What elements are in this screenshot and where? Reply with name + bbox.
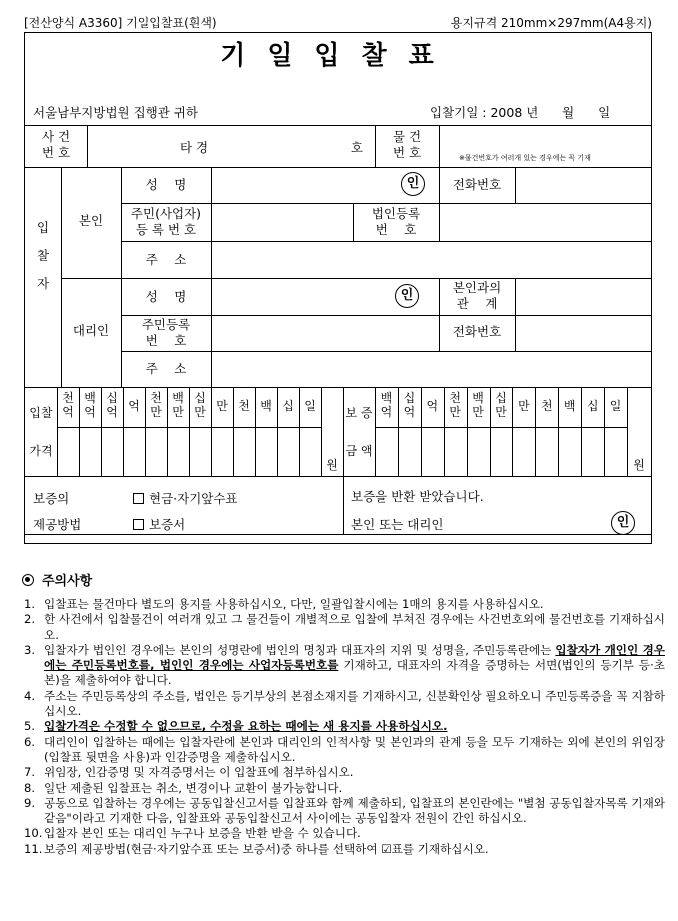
digit-unit-label: 십 (282, 399, 294, 413)
method-guarantee-option[interactable] (133, 515, 185, 533)
paper-size: 용지규격 210mm×297mm(A4용지) (450, 16, 652, 30)
bullet-icon (22, 574, 34, 586)
digit-unit-label: 백 억 (84, 391, 96, 419)
digit-unit-label: 천 (238, 399, 250, 413)
note-text: 공동으로 입찰하는 경우에는 공동입찰신고서를 입찰표와 함께 제출하되, 입찰표의 본인란에는 "별첨 공동입찰자목록 기재와 같음"이라고 기재한 다음, 입찰표와 공동입찰신고서 사이에는 공동입찰자 전원이 간인 하십시오. (44, 795, 665, 826)
agent-phone-label: 전화번호 (452, 324, 502, 339)
digit-input-cell[interactable] (101, 428, 123, 476)
notes-section (20, 570, 665, 857)
note-text: 한 사건에서 입찰물건이 여러개 있고 그 물건들이 개별적으로 입찰에 부쳐진 경우에는 사건번호외에 물건번호를 기재하십시오. (44, 612, 665, 642)
note-item (20, 826, 665, 841)
digit-unit-label: 백 (563, 399, 576, 413)
note-text: 입찰가격은 수정할 수 없으므로, 수정을 요하는 때에는 새 용지를 사용하십시오. (44, 719, 448, 734)
agent-address-label: 주 소 (145, 361, 187, 376)
digit-unit-label: 억 (426, 399, 439, 413)
digit-input-cell[interactable] (123, 428, 145, 476)
digit-input-cell[interactable] (558, 428, 581, 476)
digit-input-cell[interactable] (299, 428, 321, 476)
note-text: 기재하고, 대표자의 자격을 증명하는 서면(법인의 등기부 등·초본)을 제출하여야 합니다. (44, 658, 665, 688)
agent-label: 대리인 (72, 323, 110, 338)
digit-input-cell[interactable] (189, 428, 211, 476)
digit-input-cell[interactable] (490, 428, 513, 476)
digit-input-cell[interactable] (467, 428, 490, 476)
note-number: 4. (24, 688, 36, 703)
note-text: 일단 제출된 입찰표는 취소, 변경이나 교환이 불가능합니다. (44, 780, 343, 795)
note-number: 8. (24, 780, 36, 795)
digit-unit-label: 십 억 (403, 391, 416, 419)
bid-form (24, 32, 652, 544)
digit-unit-label: 십 만 (194, 391, 206, 419)
digit-unit-label: 백 만 (172, 391, 184, 419)
note-text: 대리인이 입찰하는 때에는 입찰자란에 본인과 대리인의 인적사항 및 본인과의 관계 등을 모두 기재하는 외에 본인의 위임장(입찰표 뒷면을 사용)과 인감증명을 제출하십시오. (44, 734, 665, 764)
note-item (20, 597, 665, 612)
agent-seal: 인 (395, 284, 419, 308)
digit-input-cell[interactable] (57, 428, 79, 476)
form-code: [전산양식 A3360] 기일입찰표(흰색) (24, 16, 217, 30)
digit-input-cell[interactable] (211, 428, 233, 476)
digit-unit-label: 억 (128, 399, 140, 413)
bid-price-label-2: 가격 (29, 444, 53, 458)
digit-input-cell[interactable] (79, 428, 101, 476)
item-note: ※물건번호가 여러개 있는 경우에는 꼭 기재 (459, 154, 591, 162)
returned-by-text: 본인 또는 대리인 (351, 517, 444, 532)
note-text: 보증의 제공방법(현금·자기앞수표 또는 보증서)중 하나를 선택하여 ☑표를 기재하십시오. (44, 841, 489, 856)
digit-input-cell[interactable] (167, 428, 189, 476)
digit-unit-label: 만 (216, 399, 228, 413)
note-item (20, 643, 665, 689)
digit-unit-label: 백 (260, 399, 272, 413)
digit-input-cell[interactable] (604, 428, 627, 476)
note-number: 10. (24, 826, 43, 841)
note-item (20, 612, 665, 643)
note-item (20, 781, 665, 796)
note-item (20, 842, 665, 857)
self-id-label: 주민(사업자) 등 록 번 호 (130, 206, 202, 237)
notes-list (20, 597, 665, 857)
digit-input-cell[interactable] (375, 428, 398, 476)
note-item (20, 719, 665, 734)
digit-input-cell[interactable] (535, 428, 558, 476)
note-number: 6. (24, 734, 36, 749)
digit-unit-label: 십 만 (495, 391, 507, 419)
note-number: 7. (24, 765, 36, 780)
digit-input-cell[interactable] (421, 428, 444, 476)
returned-seal: 인 (611, 511, 635, 535)
form-title: 기일입찰표 (220, 41, 456, 71)
digit-input-cell[interactable] (233, 428, 255, 476)
digit-unit-label: 백 만 (472, 391, 484, 419)
self-label: 본인 (78, 213, 104, 228)
digit-input-cell[interactable] (398, 428, 421, 476)
deposit-label: 보 증 (345, 406, 373, 420)
bid-price-label: 입찰 (29, 406, 53, 420)
agent-name-label: 성 명 (145, 289, 187, 304)
method-label-1: 보증의 (33, 491, 70, 506)
self-name-label: 성 명 (145, 177, 187, 192)
bid-price-won: 원 (326, 458, 338, 472)
method-guarantee-checkbox[interactable] (133, 519, 144, 530)
note-number: 5. (24, 719, 36, 734)
note-text: 주소는 주민등록상의 주소를, 법인은 등기부상의 본점소재지를 기재하시고, 신분확인상 필요하오니 주민등록증을 꼭 지참하십시오. (44, 688, 665, 719)
digit-unit-label: 백 억 (380, 391, 393, 419)
deposit-label-2: 금 액 (345, 444, 373, 458)
note-number: 2. (24, 612, 36, 627)
digit-input-cell[interactable] (512, 428, 535, 476)
note-number: 3. (24, 642, 36, 657)
court-addressee: 서울남부지방법원 집행관 귀하 (33, 105, 198, 120)
method-label-2: 제공방법 (33, 517, 82, 532)
note-text: 위임장, 인감증명 및 자격증명서는 이 입찰표에 첨부하십시오. (44, 765, 354, 780)
digit-input-cell[interactable] (145, 428, 167, 476)
deposit-won: 원 (633, 458, 645, 472)
note-number: 11. (24, 841, 43, 856)
note-text: 입찰자 본인 또는 대리인 누구나 보증을 반환 받을 수 있습니다. (44, 826, 361, 841)
self-phone-label: 전화번호 (452, 177, 502, 192)
method-cash-option[interactable] (133, 489, 238, 507)
case-number-label: 사 건 번 호 (41, 129, 71, 160)
note-item (20, 765, 665, 780)
self-seal: 인 (401, 172, 425, 196)
note-number: 1. (24, 597, 36, 611)
corp-id-label: 법인등록 번 호 (371, 206, 421, 237)
digit-input-cell[interactable] (277, 428, 299, 476)
note-text: 입찰자가 개인인 경우에는 주민등록번호를, 법인인 경우에는 사업자등록번호를 (44, 642, 665, 673)
note-item (20, 689, 665, 720)
notes-title: 주의사항 (22, 570, 665, 589)
deposit-returned-text: 보증을 반환 받았습니다. (351, 489, 484, 504)
digit-unit-label: 일 (609, 399, 622, 413)
method-guarantee-label: 보증서 (149, 517, 186, 532)
item-number-label: 물 건 번 호 (392, 129, 422, 160)
digit-input-cell[interactable] (255, 428, 277, 476)
digit-unit-label: 십 (586, 399, 599, 413)
note-text: 입찰표는 물건마다 별도의 용지를 사용하십시오, 다만, 일괄입찰시에는 1매의 용지를 사용하십시오. (44, 597, 544, 611)
digit-unit-label: 십 억 (106, 391, 118, 419)
digit-unit-label: 일 (304, 399, 316, 413)
self-address-label: 주 소 (145, 252, 187, 267)
note-text: 입찰자가 법인인 경우에는 본인의 성명란에 법인의 명칭과 대표자의 지위 및 성명을, 주민등록란에는 (44, 642, 556, 657)
digit-input-cell[interactable] (581, 428, 604, 476)
bidder-label: 입 찰 자 (36, 220, 50, 291)
bid-date: 입찰기일 : 2008 년 월 일 (430, 105, 611, 120)
digit-input-cell[interactable] (444, 428, 467, 476)
note-item (20, 735, 665, 766)
case-type: 타 경 (180, 140, 209, 155)
note-item (20, 796, 665, 827)
agent-id-label: 주민등록 번 호 (141, 317, 191, 348)
digit-unit-label: 천 억 (62, 391, 74, 419)
method-cash-label: 현금·자기앞수표 (149, 491, 238, 506)
case-suffix: 호 (351, 140, 364, 155)
relation-label: 본인과의 관 계 (452, 280, 502, 311)
digit-unit-label: 천 (541, 399, 553, 413)
note-number: 9. (24, 795, 36, 810)
method-cash-checkbox[interactable] (133, 493, 144, 504)
digit-unit-label: 천 만 (150, 391, 162, 419)
digit-unit-label: 만 (518, 399, 530, 413)
digit-unit-label: 천 만 (449, 391, 461, 419)
